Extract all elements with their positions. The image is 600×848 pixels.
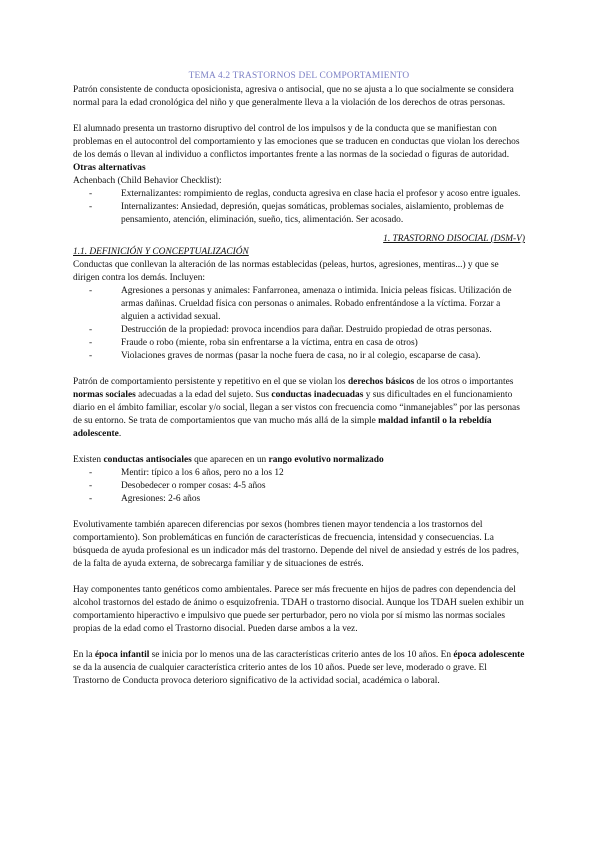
list-item: - Mentir: típico a los 6 años, pero no a los 12 [89,467,525,480]
paragraph-evolutivamente: Evolutivamente también aparecen diferencias por sexos (hombres tienen mayor tendencia a los trastornos del comportamiento). Son problemáticas en función de características de frecuencia, intensidad y consecuencias. La búsqueda de ayuda profesional es un indicador más del trastorno. Depende del nivel de ansiedad y estrés de los padres, de la falta de ayuda externa, de sobrecarga familiar y de situaciones de estrés. [73,520,519,569]
list-item: - Externalizantes: rompimiento de reglas, conducta agresiva en clase hacia el profesor y acoso entre iguales. [89,188,525,201]
heading-definicion: 1.1. DEFINICIÓN Y CONCEPTUALIZACIÓN [73,247,249,257]
paragraph-epoca: En la época infantil se inicia por lo menos una de las características criterio antes de los 10 años. En época adolescente se da la ausencia de cualquier característica criterio antes de los 10 años. Puede ser leve, moderado o grave. El Trastorno de Conducta provoca deterioro significativo de la actividad social, académica o laboral. [73,650,525,686]
list-item: - Agresiones a personas y animales: Fanfarronea, amenaza o intimida. Inicia peleas físicas. Utilización de armas dañinas. Crueldad física con personas o animales. Robado enfrentándose a la víctima. Forzar a alguien a actividad sexual. [89,285,525,324]
achenbach-label: Achenbach (Child Behavior Checklist): [73,176,222,186]
list-item: - Desobedecer o romper cosas: 4-5 años [89,480,525,493]
otras-title: Otras alternativas [73,163,146,173]
alternatives-list [73,188,525,227]
list-item: - Destrucción de la propiedad: provoca incendios para dañar. Destruido propiedad de otras personas. [89,324,525,337]
paragraph-conductas: Conductas que conllevan la alteración de las normas establecidas (peleas, hurtos, agresiones, mentiras...) y que se dirigen contra los demás. Incluyen: [73,260,499,283]
paragraph-componentes: Hay componentes tanto genéticos como ambientales. Parece ser más frecuente en hijos de padres con dependencia del alcohol trastornos del estado de ánimo o esquizofrenia. TDAH o trastorno disocial. Aunque los TDAH suelen exhibir un comportamiento hiperactivo e impulsivo que puede ser perturbador, pero no viola por sí mismo las normas sociales propias de la edad como el Trastorno disocial. Pueden darse ambos a la vez. [73,585,524,634]
list-item: - Internalizantes: Ansiedad, depresión, quejas somáticas, problemas sociales, aislamiento, problemas de pensamiento, atención, eliminación, sueño, tics, alimentación. Ser acosado. [89,201,525,227]
paragraph-patron: Patrón de comportamiento persistente y repetitivo en el que se violan los derechos básicos de los otros o importantes normas sociales adecuadas a la edad del sujeto. Sus conductas inadecuadas y sus dificultades en el funcionamiento diario en el ámbito familiar, escolar y/o social, llegan a ser vistos con frecuencia como “inmanejables” por las personas de su entorno. Se trata de comportamientos que van mucho más allá de la simple maldad infantil o la rebeldía adolescente. [73,377,520,439]
paragraph-disruptive: El alumnado presenta un trastorno disruptivo del control de los impulsos y de la conducta que se manifiestan con problemas en el autocontrol del comportamiento y las emociones que se traducen en conductas que violan los derechos de los demás o llevan al individuo a conflictos importantes frente a las normas de la sociedad o figuras de autoridad. [73,124,520,160]
paragraph-existen: Existen conductas antisociales que aparecen en un rango evolutivo normalizado [73,455,384,465]
rango-list [73,467,525,506]
list-item: - Fraude o robo (miente, roba sin enfrentarse a la víctima, entra en casa de otros) [89,337,525,350]
document-title: TEMA 4.2 TRASTORNOS DEL COMPORTAMIENTO [188,71,410,81]
paragraph-intro: Patrón consistente de conducta oposicionista, agresiva o antisocial, que no se ajusta a lo que socialmente se considera normal para la edad cronológica del niño y que generalmente lleva a la violación de los derechos de otras personas. [73,85,514,108]
list-item: - Violaciones graves de normas (pasar la noche fuera de casa, no ir al colegio, escaparse de casa). [89,350,525,363]
document-page [73,70,525,688]
heading-trastorno-disocial: 1. TRASTORNO DISOCIAL (DSM-V) [383,234,525,244]
list-item: - Agresiones: 2-6 años [89,493,525,506]
conduct-list [73,285,525,363]
